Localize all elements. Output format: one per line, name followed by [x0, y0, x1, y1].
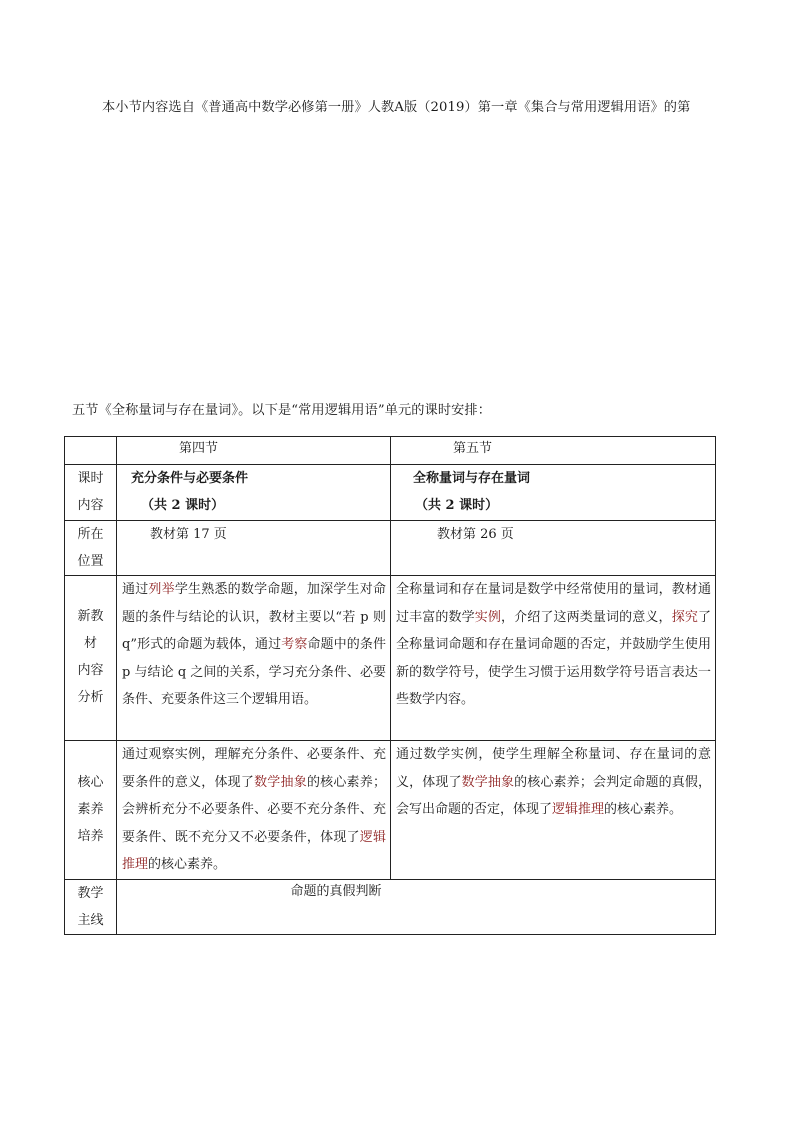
table-row-literacy: [65, 741, 716, 880]
content-hours: （共 2 课时）: [141, 498, 225, 513]
header-section-4: 第四节: [117, 437, 391, 465]
content-section-4: [117, 465, 391, 521]
literacy-section-5: 通过数学实例，使学生理解全称量词、存在量词的意义，体现了数学抽象的核心素养；会判定命题的真假，会写出命题的否定，体现了逻辑推理的核心素养。: [391, 741, 716, 880]
highlight-text: 实例: [474, 609, 502, 625]
content-title: 充分条件与必要条件: [131, 471, 249, 486]
row-label-literacy: 核心 素养 培养: [65, 741, 117, 880]
row-label-content: 课时 内容: [65, 465, 117, 521]
row-label-location: 所在 位置: [65, 521, 117, 576]
location-section-4: 教材第 17 页: [117, 521, 391, 576]
header-section-5: 第五节: [391, 437, 716, 465]
highlight-text: 逻辑推理: [122, 829, 386, 872]
intro-line-2: 五节《全称量词与存在量词》。以下是“常用逻辑用语”单元的课时安排：: [72, 403, 491, 418]
highlight-text: 探究: [671, 609, 698, 625]
content-hours: （共 2 课时）: [415, 498, 499, 513]
highlight-text: 逻辑推理: [552, 802, 605, 817]
highlight-text: 数学抽象: [254, 774, 307, 790]
lesson-schedule-table: [64, 436, 716, 935]
content-section-5: [391, 465, 716, 521]
row-label-mainline: 教学 主线: [65, 879, 117, 934]
header-empty-cell: [65, 437, 117, 465]
literacy-section-4: 通过观察实例，理解充分条件、必要条件、充要条件的意义，体现了数学抽象的核心素养；会辨析充分不必要条件、必要不充分条件、充要条件、既不充分又不必要条件，体现了逻辑推理的核心素养。: [117, 741, 391, 880]
table-row-mainline: [65, 879, 716, 934]
highlight-text: 考察: [281, 637, 308, 652]
highlight-text: 列举: [148, 582, 175, 597]
row-label-analysis: 新教 材 内容 分析: [65, 576, 117, 741]
table-row-content: [65, 465, 716, 521]
analysis-section-5: 全称量词和存在量词是数学中经常使用的量词，教材通过丰富的数学实例，介绍了这两类量词的意义，探究了全称量词命题和存在量词命题的否定，并鼓励学生使用新的数学符号，使学生习惯于运用数学符号语言表达一些数学内容。: [391, 576, 716, 741]
table-header-row: [65, 437, 716, 465]
mainline-text: 命题的真假判断: [117, 879, 716, 934]
table-row-location: [65, 521, 716, 576]
intro-line-1: 本小节内容选自《普通高中数学必修第一册》人教A版（2019）第一章《集合与常用逻辑用语》的第: [102, 100, 691, 115]
analysis-section-4: 通过列举学生熟悉的数学命题，加深学生对命题的条件与结论的认识，教材主要以“若 p 则 q”形式的命题为载体，通过考察命题中的条件 p 与结论 q 之间的关系，学习充分条件、必要条件、充要条件这三个逻辑用语。: [117, 576, 391, 741]
table-row-analysis: [65, 576, 716, 741]
content-title: 全称量词与存在量词: [413, 471, 531, 486]
highlight-text: 数学抽象: [461, 774, 515, 790]
location-section-5: 教材第 26 页: [391, 521, 716, 576]
